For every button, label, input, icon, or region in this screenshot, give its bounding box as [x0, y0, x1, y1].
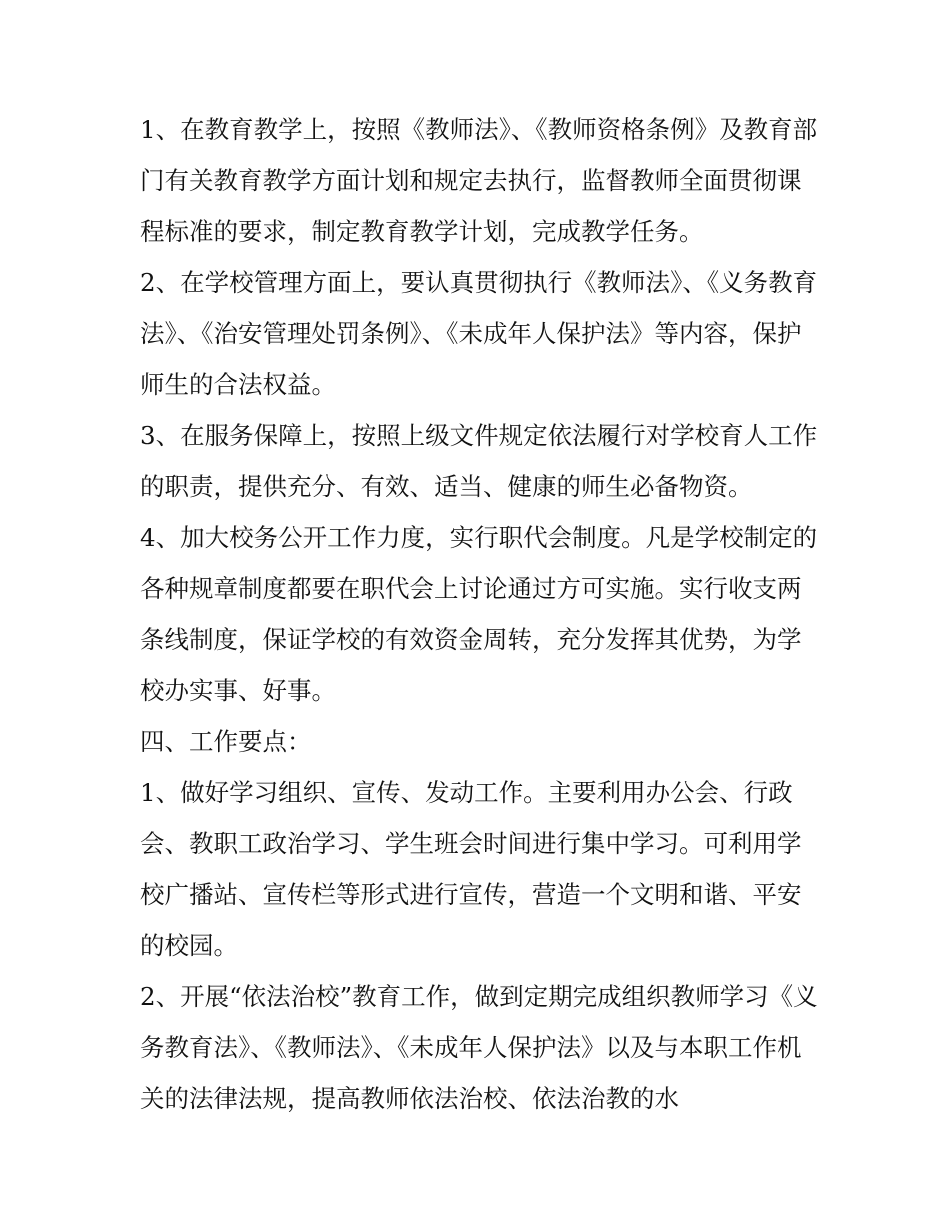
- paragraph-teaching: 1、在教育教学上，按照《教师法》、《教师资格条例》及教育部门有关教育教学方面计划和规定去执行，监督教师全面贯彻课程标准的要求，制定教育教学计划，完成教学任务。: [140, 115, 818, 246]
- paragraph-study-organization: 1、做好学习组织、宣传、发动工作。主要利用办公会、行政会、教职工政治学习、学生班会时间进行集中学习。可利用学校广播站、宣传栏等形式进行宣传，营造一个文明和谐、平安的校园。: [140, 778, 802, 960]
- paragraph-school-management: 2、在学校管理方面上，要认真贯彻执行《教师法》、《义务教育法》、《治安管理处罚条例》、《未成年人保护法》等内容，保护师生的合法权益。: [140, 268, 818, 399]
- paragraph-rule-of-law: 2、开展“依法治校”教育工作，做到定期完成组织教师学习《义务教育法》、《教师法》、《未成年人保护法》以及与本职工作机关的法律法规，提高教师依法治校、依法治教的水: [140, 982, 818, 1113]
- document-body: [140, 104, 820, 1124]
- section-heading-work-points: 四、工作要点：: [140, 727, 312, 756]
- paragraph-school-affairs: 4、加大校务公开工作力度，实行职代会制度。凡是学校制定的各种规章制度都要在职代会上讨论通过方可实施。实行收支两条线制度，保证学校的有效资金周转，充分发挥其优势，为学校办实事、好事。: [140, 523, 818, 705]
- paragraph-service-support: 3、在服务保障上，按照上级文件规定依法履行对学校育人工作的职责，提供充分、有效、适当、健康的师生必备物资。: [140, 421, 818, 501]
